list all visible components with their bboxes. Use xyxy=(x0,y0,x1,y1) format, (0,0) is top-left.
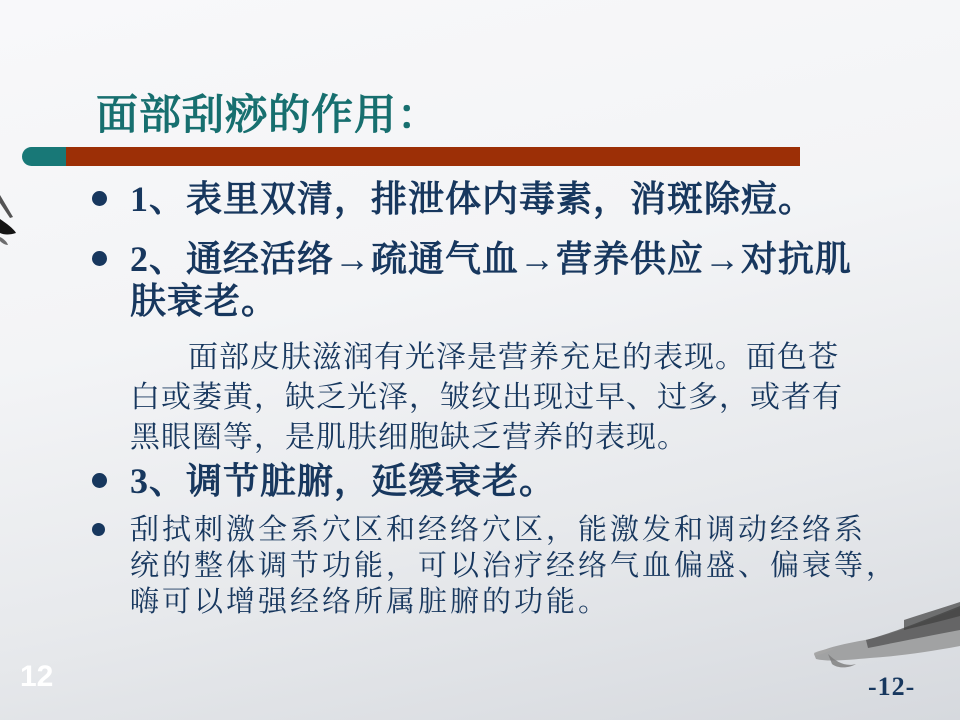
bullet-1-text: 1、表里双清，排泄体内毒素，消斑除痘。 xyxy=(130,179,816,219)
body-paragraph xyxy=(130,338,843,458)
slide-title: 面部刮痧的作用： xyxy=(96,93,441,139)
bullet-4-text-line-3: 嗨可以增强经络所属脏腑的功能。 xyxy=(130,586,611,618)
divider-red-bar xyxy=(66,147,800,166)
bullet-2-text-line-2: 肤衰老。 xyxy=(130,281,279,321)
bullet-item-2 xyxy=(92,238,852,322)
bullet-3-text: 3、调节脏腑，延缓衰老。 xyxy=(130,461,557,501)
bullet-dot-icon xyxy=(92,191,107,206)
bullet-item-3 xyxy=(92,460,556,502)
bullet-dot-icon xyxy=(92,251,107,266)
page-number-right: -12- xyxy=(868,672,916,701)
ink-brush-icon xyxy=(808,590,960,675)
bullet-2-text-line-1: 2、通经活络→疏通气血→营养供应→对抗肌 xyxy=(130,239,853,279)
paragraph-line-3: 黑眼圈等，是肌肤细胞缺乏营养的表现。 xyxy=(130,421,688,454)
bullet-4-text-line-1: 刮拭刺激全系穴区和经络穴区，能激发和调动经络系 xyxy=(130,514,867,546)
paragraph-line-1: 面部皮肤滋润有光泽是营养充足的表现。面色苍 xyxy=(188,341,839,374)
bullet-item-4 xyxy=(92,512,898,620)
bullet-item-1 xyxy=(92,178,815,220)
page-number-left: 12 xyxy=(20,660,54,693)
bullet-dot-icon xyxy=(92,473,107,488)
ink-stroke-left-icon xyxy=(0,193,18,251)
bullet-dot-icon xyxy=(92,523,105,536)
bullet-4-text-line-2: 统的整体调节功能，可以治疗经络气血偏盛、偏衰等， xyxy=(130,550,899,582)
divider-teal-accent xyxy=(22,147,72,166)
paragraph-line-2: 白或萎黄，缺乏光泽，皱纹出现过早、过多，或者有 xyxy=(130,381,843,414)
